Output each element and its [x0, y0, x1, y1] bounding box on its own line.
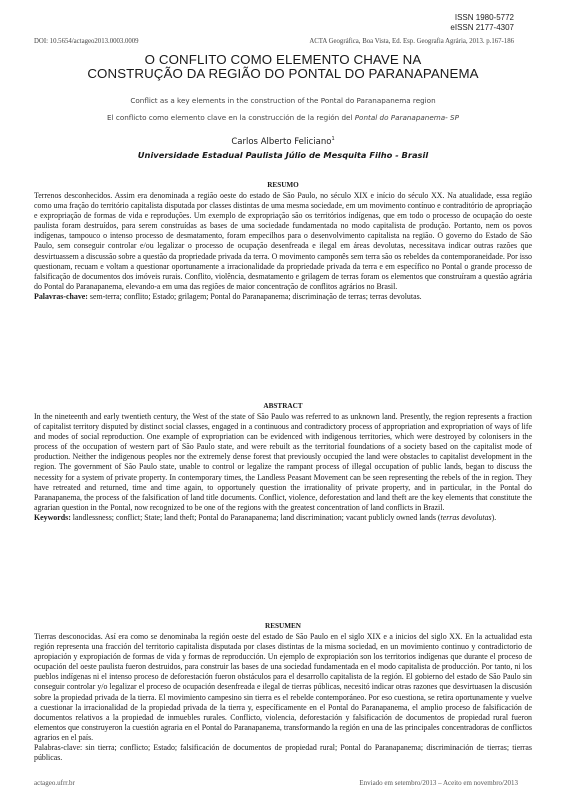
author-name: Carlos Alberto Feliciano — [231, 136, 332, 147]
resumo-keywords — [34, 292, 532, 302]
title-line-1: O CONFLITO COMO ELEMENTO CHAVE NA — [144, 52, 422, 67]
abstract-keywords-end: ). — [491, 512, 497, 522]
abstract-keywords-text: landlessness; conflict; State; land theft; Pontal do Paranapanema; land discrimination; vacant publicly owned lands ( — [70, 512, 441, 522]
abstract-keywords-italic: terras devolutas — [440, 512, 492, 522]
doi: DOI: 10.5654/actageo2013.0003.0009 — [34, 38, 139, 45]
abstract-keywords-label: Keywords: — [34, 512, 71, 522]
abstract-body: In the nineteenth and early twentieth century, the West of the state of São Paulo was referred to as unknown land. Presently, the region represents a fraction of capitalist territory disputed by distinct social classes, engaged in a continuous and contradictory process of appropriation and expropriation of ways of life and modes of social reproduction. One example of expropriation can be evidenced with indigenous territories, which were destroyed by colonisers in the process of the occupation of western part of São Paulo state, and were rebuilt as the territorial foundations of a society based on the capitalist mode of production. Neither the indigenous peoples nor the extremely dense forest that previously occupied the land were obstacles to capitalist development in the region. The government of São Paulo state, unable to control or legalize the rampant process of illegal occupation of public lands, began to discuss the necessity for a system of private property. In contemporary times, the Landless Peasant Movement can be seen representing the rebels of the in region. They have retreated and returned, time and time again, to opportunely question the irrationality of private property, and in particular, in the Pontal do Paranapanema, the process of the falsification of land title documents. Conflict, violence, deforestation and land theft are the key elements that constitute the agrarian question in the Pontal, now recognized to be one of the regions with the greatest concentration of land conflicts in Brazil. — [34, 412, 532, 512]
subtitle-spanish-text: El conflicto como elemento clave en la construcción de la región del — [107, 113, 355, 122]
resumen-keywords: Palabras-clave: sin tierra; conflicto; Estado; falsificación de documentos de propiedad rural; Pontal do Paranapanema; discriminación de tierras; tierras públicas. — [34, 743, 532, 763]
abstract-heading: ABSTRACT — [263, 402, 303, 410]
eissn: eISSN 2177-4307 — [450, 23, 514, 32]
footer-dates: Enviado em setembro/2013 – Aceito em novembro/2013 — [359, 779, 518, 787]
footer-site: actageo.ufrr.br — [34, 779, 75, 787]
issn: ISSN 1980-5772 — [454, 13, 514, 22]
author-affiliation: Universidade Estadual Paulista Júlio de Mesquita Filho - Brasil — [137, 150, 429, 160]
author-footnote-marker: 1 — [331, 136, 335, 142]
author — [40, 136, 526, 147]
resumen-section — [34, 632, 532, 763]
resumen-body: Tierras desconocidas. Así era como se denominaba la región oeste del estado de São Paulo en el siglo XIX e a inicios del siglo XX. En la actualidad esta región representa una fracción del territorio capitalista disputada por clases distintas de la misma sociedad, en un movimiento continuo y contradictorio de apropiación y expropiación de formas de vida y formas de reproducción. Un ejemplo de expropiación son los territorios indígenas que durante el proceso de ocupación del oeste paulista fueron destruidos, para construir las bases de una sociedad fundamentada en el modo capitalista de producción. Por tanto, ni los pueblos indígenas ni el intenso proceso de deforestación fueron obstáculos para el desarrollo capitalista de la región. El gobierno del estado de São Paulo sin conseguir controlar y/o legalizar el proceso de ocupación desenfreada e ilegal de tierras públicas, necesitó indicar otras razones que desvirtuasen la discusión sobre la propiedad privada de la tierra. El movimiento campesino sin tierra es el rebelde contemporáneo. Por eso cuestiona, se retira oportunamente y vuelve a cuestionar la irracionalidad de la propiedad privada de la tierra y, específicamente en el Pontal do Paranapanema, el amplio proceso de falsificación de documentos relativos a la propiedad de inmuebles rurales. Conflicto, violencia, deforestación y falsificación de documentos de propiedad rural fueron elementos que construyeron la cuestión agraria en el Pontal do Paranapanema, transformando la región en una de las principales concentradoras de conflictos agrarios en el país. — [34, 632, 532, 742]
abstract-keywords — [34, 513, 532, 523]
paper-title — [40, 53, 526, 81]
resumo-heading: RESUMO — [267, 181, 299, 189]
journal-citation: ACTA Geográfica, Boa Vista, Ed. Esp. Geografia Agrária, 2013. p.167-186 — [309, 38, 514, 45]
title-line-2: CONSTRUÇÃO DA REGIÃO DO PONTAL DO PARANAPANEMA — [87, 66, 479, 81]
resumen-heading: RESUMEN — [265, 622, 301, 630]
abstract-section — [34, 412, 532, 523]
subtitle-spanish-italic: Pontal do Paranapanema- SP — [354, 113, 459, 122]
resumo-keywords-text: sem-terra; conflito; Estado; grilagem; Pontal do Paranapanema; discriminação de terras; terras devolutas. — [87, 291, 422, 301]
resumo-body: Terrenos desconhecidos. Assim era denominada a região oeste do estado de São Paulo, no século XIX e início do século XX. Na atualidade, essa região como uma fração do território capitalista disputada por classes distintas de uma mesma sociedade, em um movimento contínuo e contraditório de apropriação e expropriação de formas de vida e reproduções. Um exemplo de expropriação são os territórios indígenas, que em todo o processo de ocupação do oeste paulista foram destruídos, para serem construídas as bases de uma sociedade fundamentada no modo capitalista de produção. Portanto, nem os povos indígenas, tampouco o intenso processo de desmatamento, foram empecilhos para o desenvolvimento capitalista na região. O governo do Estado de São Paulo, sem conseguir controlar e/ou legalizar o processo de ocupação desenfreada e ilegal em áreas devolutas, necessitava indicar outras razões que desvirtuassem a discussão sobre a questão da propriedade privada da terra. O movimento camponês sem terra são os rebeldes da contemporaneidade. Por isso questionam, recuam e voltam a questionar oportunamente a irracionalidade da propriedade privada da terra e em específico no Pontal o grande processo de falsificação de documentos dos imóveis rurais. Conflito, violência, desmatamento e grilagem de terras foram os elementos que construíram a questão agrária do Pontal do Paranapanema, elevando-a em uma das regiões de maior concentração de conflitos agrários no Brasil. — [34, 191, 532, 291]
subtitle-spanish — [40, 113, 526, 122]
subtitle-english: Conflict as a key elements in the construction of the Pontal do Paranapanema region — [130, 96, 436, 105]
issn-block — [450, 13, 514, 33]
resumo-keywords-label: Palavras-chave: — [34, 291, 88, 301]
resumo-section — [34, 191, 532, 302]
